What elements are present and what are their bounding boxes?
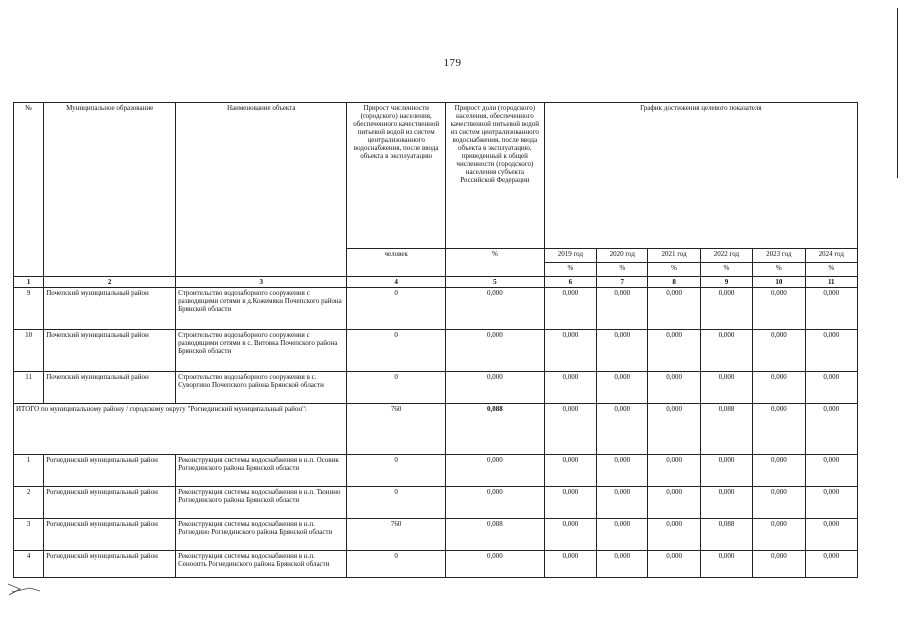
column-number: 8 <box>648 277 700 288</box>
total-value: 0,088 <box>700 404 752 455</box>
row-value: 0,000 <box>597 455 648 487</box>
unit-percent: % <box>753 263 805 277</box>
row-number: 1 <box>14 455 44 487</box>
row-value: 0,000 <box>805 455 858 487</box>
year-header: 2019 год <box>544 249 596 263</box>
row-number: 9 <box>14 288 44 330</box>
table-row <box>14 372 858 404</box>
total-share: 0,088 <box>446 404 545 455</box>
table-row <box>14 487 858 519</box>
column-number: 4 <box>347 277 446 288</box>
row-value: 0,000 <box>805 487 858 519</box>
table-row <box>14 330 858 372</box>
column-number: 6 <box>544 277 596 288</box>
column-number: 7 <box>597 277 648 288</box>
row-value: 0,000 <box>597 330 648 372</box>
row-municipality: Почепский муниципальный район <box>44 372 176 404</box>
scribble-mark <box>6 580 42 602</box>
unit-percent: % <box>805 263 858 277</box>
row-value: 0,000 <box>544 288 596 330</box>
row-people: 0 <box>347 330 446 372</box>
row-value: 0,000 <box>544 519 596 551</box>
row-value: 0,000 <box>648 330 700 372</box>
row-value: 0,000 <box>805 288 858 330</box>
row-people: 0 <box>347 372 446 404</box>
header-object: Наименование объекта <box>176 103 347 277</box>
column-number: 9 <box>700 277 752 288</box>
column-number: 11 <box>805 277 858 288</box>
year-header: 2020 год <box>597 249 648 263</box>
row-value: 0,000 <box>648 519 700 551</box>
row-value: 0,000 <box>544 330 596 372</box>
total-row <box>14 404 858 455</box>
column-number: 1 <box>14 277 44 288</box>
total-label: ИТОГО по муниципальному району / городскому округу "Рогнединский муниципальный район": <box>14 404 347 455</box>
header-share-growth: Прирост доли (городского) населения, обеспеченного качественной питьевой водой из систем централизованного водоснабжения, после ввода объекта в эксплуатацию, приведенный к общей численности (городского) населения субъекта Российской Федерации <box>446 103 545 249</box>
row-share: 0,000 <box>446 288 545 330</box>
row-value: 0,000 <box>648 288 700 330</box>
column-number: 2 <box>44 277 176 288</box>
unit-percent: % <box>700 263 752 277</box>
row-number: 3 <box>14 519 44 551</box>
row-people: 0 <box>347 288 446 330</box>
row-value: 0,000 <box>700 288 752 330</box>
column-number: 5 <box>446 277 545 288</box>
row-value: 0,000 <box>700 372 752 404</box>
table-row <box>14 551 858 578</box>
row-value: 0,000 <box>648 487 700 519</box>
total-value: 0,000 <box>753 404 805 455</box>
row-value: 0,000 <box>805 330 858 372</box>
unit-people: человек <box>347 249 446 277</box>
row-people: 0 <box>347 455 446 487</box>
row-people: 0 <box>347 551 446 578</box>
row-value: 0,000 <box>544 551 596 578</box>
year-header: 2022 год <box>700 249 752 263</box>
table-row <box>14 288 858 330</box>
row-share: 0,000 <box>446 372 545 404</box>
row-share: 0,000 <box>446 330 545 372</box>
row-object: Строительство водозаборного сооружения с разводящими сетями в д.Кожемяки Почепского района Брянской области <box>176 288 347 330</box>
row-value: 0,000 <box>753 487 805 519</box>
scan-edge-mark <box>897 8 898 178</box>
unit-percent: % <box>597 263 648 277</box>
target-indicator-table <box>13 102 858 578</box>
row-number: 11 <box>14 372 44 404</box>
row-object: Реконструкция системы водоснабжения в н.п. Сеноопть Рогнединского района Брянской области <box>176 551 347 578</box>
row-municipality: Почепский муниципальный район <box>44 288 176 330</box>
row-value: 0,000 <box>700 455 752 487</box>
row-municipality: Рогнединский муниципальный район <box>44 519 176 551</box>
row-value: 0,000 <box>753 330 805 372</box>
row-municipality: Рогнединский муниципальный район <box>44 487 176 519</box>
column-number: 10 <box>753 277 805 288</box>
row-object: Строительство водозаборного сооружения в с. Суворгино Почепского района Брянской области <box>176 372 347 404</box>
unit-percent: % <box>446 249 545 277</box>
row-value: 0,000 <box>544 372 596 404</box>
table-row <box>14 519 858 551</box>
row-object: Реконструкция системы водоснабжения в н.п. Тюнино Рогнединского района Брянской области <box>176 487 347 519</box>
total-value: 0,000 <box>648 404 700 455</box>
row-value: 0,000 <box>700 487 752 519</box>
row-value: 0,000 <box>753 519 805 551</box>
row-value: 0,000 <box>753 372 805 404</box>
header-no: № <box>14 103 44 277</box>
header-municipality: Муниципальное образование <box>44 103 176 277</box>
row-value: 0,000 <box>544 455 596 487</box>
row-number: 2 <box>14 487 44 519</box>
row-value: 0,000 <box>753 455 805 487</box>
row-value: 0,000 <box>805 551 858 578</box>
row-value: 0,000 <box>597 372 648 404</box>
total-value: 0,000 <box>805 404 858 455</box>
year-header: 2023 год <box>753 249 805 263</box>
row-value: 0,000 <box>597 288 648 330</box>
row-value: 0,000 <box>597 519 648 551</box>
row-object: Реконструкция системы водоснабжения в н.п. Рогнедино Рогнединского района Брянской области <box>176 519 347 551</box>
table-row <box>14 455 858 487</box>
row-value: 0,000 <box>753 551 805 578</box>
header-schedule: График достижения целевого показателя <box>544 103 857 249</box>
unit-percent: % <box>648 263 700 277</box>
row-value: 0,000 <box>805 519 858 551</box>
total-value: 0,000 <box>597 404 648 455</box>
row-value: 0,000 <box>753 288 805 330</box>
year-header: 2024 год <box>805 249 858 263</box>
row-value: 0,000 <box>700 330 752 372</box>
total-value: 0,000 <box>544 404 596 455</box>
total-people: 760 <box>347 404 446 455</box>
row-value: 0,000 <box>805 372 858 404</box>
row-value: 0,000 <box>648 455 700 487</box>
year-header: 2021 год <box>648 249 700 263</box>
row-object: Строительство водозаборного сооружения с разводящими сетями в с. Витовка Почепского района Брянской области <box>176 330 347 372</box>
page-number: 179 <box>443 57 462 69</box>
row-value: 0,000 <box>700 551 752 578</box>
row-people: 0 <box>347 487 446 519</box>
row-share: 0,000 <box>446 551 545 578</box>
unit-percent: % <box>544 263 596 277</box>
row-value: 0,000 <box>597 551 648 578</box>
column-number: 3 <box>176 277 347 288</box>
row-share: 0,000 <box>446 487 545 519</box>
row-value: 0,000 <box>648 372 700 404</box>
row-municipality: Почепский муниципальный район <box>44 330 176 372</box>
row-share: 0,088 <box>446 519 545 551</box>
row-people: 760 <box>347 519 446 551</box>
row-value: 0,000 <box>648 551 700 578</box>
row-municipality: Рогнединский муниципальный район <box>44 551 176 578</box>
header-population-growth: Прирост численности (городского) населения, обеспеченного качественной питьевой водой из систем централизованного водоснабжения, после ввода объекта в эксплуатацию <box>347 103 446 249</box>
row-value: 0,000 <box>544 487 596 519</box>
row-share: 0,000 <box>446 455 545 487</box>
row-number: 4 <box>14 551 44 578</box>
row-value: 0,000 <box>597 487 648 519</box>
row-number: 10 <box>14 330 44 372</box>
row-object: Реконструкция системы водоснабжения в н.п. Осовик Рогнединского района Брянской области <box>176 455 347 487</box>
row-value: 0,088 <box>700 519 752 551</box>
row-municipality: Рогнединский муниципальный район <box>44 455 176 487</box>
